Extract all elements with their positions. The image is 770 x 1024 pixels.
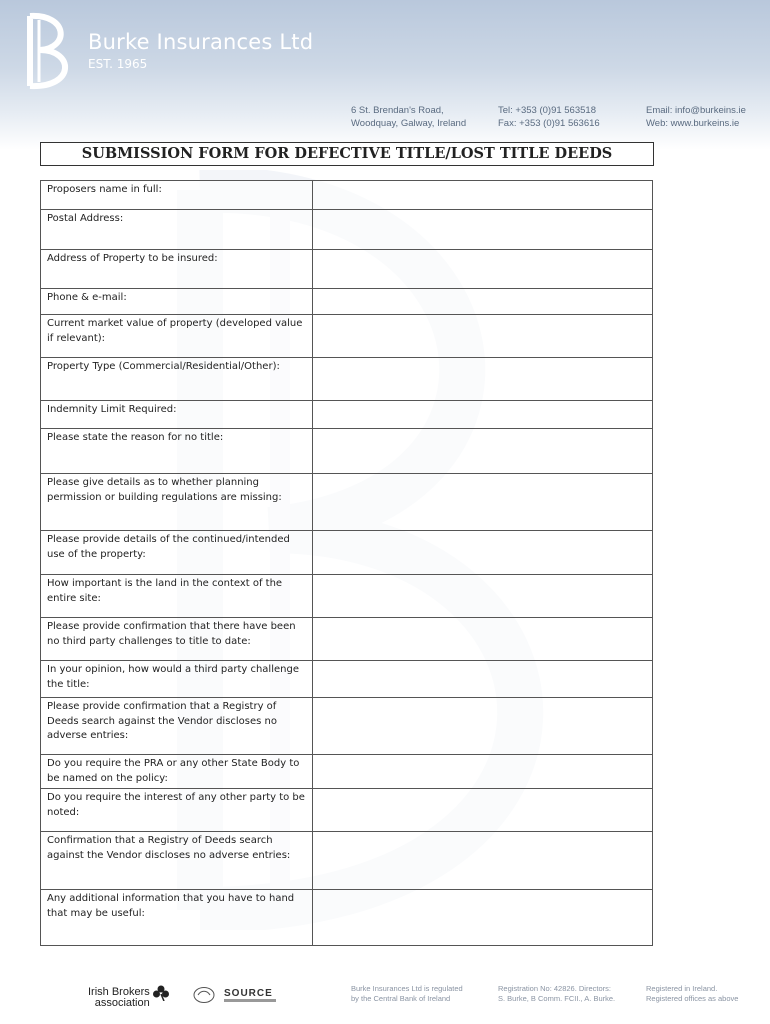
- regulated-line-2: by the Central Bank of Ireland: [351, 994, 451, 1003]
- irish-brokers-line-2: association: [94, 997, 150, 1009]
- irish-brokers-logo: [88, 987, 150, 1009]
- telephone: Tel: +353 (0)91 563518: [498, 105, 596, 116]
- registered-line-1: Registered in Ireland.: [646, 984, 718, 993]
- registration-line-2: S. Burke, B Comm. FCII., A. Burke.: [498, 994, 616, 1003]
- field-label: Phone & e-mail:: [41, 289, 313, 315]
- field-label: How important is the land in the context of the entire site:: [41, 575, 313, 618]
- table-row: [41, 181, 653, 210]
- source-tagline-bar: [224, 999, 276, 1002]
- submission-form-table: [40, 180, 653, 946]
- field-input[interactable]: [313, 315, 653, 358]
- table-row: [41, 755, 653, 789]
- footer-registration: [498, 984, 615, 1004]
- field-input[interactable]: [313, 890, 653, 946]
- field-label: Please provide confirmation that there have been no third party challenges to title to date:: [41, 618, 313, 661]
- regulated-line-1: Burke Insurances Ltd is regulated: [351, 984, 463, 993]
- shamrock-icon: [152, 985, 170, 1001]
- field-input[interactable]: [313, 401, 653, 429]
- footer-registered-office: [646, 984, 738, 1004]
- field-input[interactable]: [313, 250, 653, 289]
- table-row: [41, 358, 653, 401]
- table-row: [41, 210, 653, 250]
- contact-web: [646, 104, 746, 130]
- contact-phone: [498, 104, 600, 130]
- table-row: [41, 832, 653, 890]
- field-input[interactable]: [313, 661, 653, 698]
- field-input[interactable]: [313, 698, 653, 755]
- website: Web: www.burkeins.ie: [646, 118, 740, 129]
- table-row: [41, 618, 653, 661]
- field-input[interactable]: [313, 181, 653, 210]
- field-input[interactable]: [313, 429, 653, 474]
- table-row: [41, 661, 653, 698]
- contact-address: [351, 104, 466, 130]
- field-input[interactable]: [313, 358, 653, 401]
- field-label: Any additional information that you have to hand that may be useful:: [41, 890, 313, 946]
- table-row: [41, 250, 653, 289]
- registration-line-1: Registration No: 42826. Directors:: [498, 984, 611, 993]
- table-row: [41, 429, 653, 474]
- field-label: In your opinion, how would a third party challenge the title:: [41, 661, 313, 698]
- table-row: [41, 698, 653, 755]
- field-input[interactable]: [313, 210, 653, 250]
- footer-regulation: [351, 984, 463, 1004]
- table-row: [41, 289, 653, 315]
- registered-line-2: Registered offices as above: [646, 994, 739, 1003]
- table-row: [41, 575, 653, 618]
- fax: Fax: +353 (0)91 563616: [498, 118, 600, 129]
- field-input[interactable]: [313, 618, 653, 661]
- field-label: Please provide confirmation that a Registry of Deeds search against the Vendor discloses no adverse entries:: [41, 698, 313, 755]
- field-input[interactable]: [313, 289, 653, 315]
- table-row: [41, 789, 653, 832]
- table-row: [41, 315, 653, 358]
- field-label: Indemnity Limit Required:: [41, 401, 313, 429]
- field-label: Current market value of property (developed value if relevant):: [41, 315, 313, 358]
- burke-logo-icon: [24, 12, 76, 90]
- form-title: SUBMISSION FORM FOR DEFECTIVE TITLE/LOST TITLE DEEDS: [40, 142, 654, 166]
- field-label: Postal Address:: [41, 210, 313, 250]
- field-input[interactable]: [313, 832, 653, 890]
- field-label: Address of Property to be insured:: [41, 250, 313, 289]
- source-logo-icon: [193, 986, 215, 1004]
- field-label: Proposers name in full:: [41, 181, 313, 210]
- address-line-2: Woodquay, Galway, Ireland: [351, 118, 467, 129]
- field-label: Please state the reason for no title:: [41, 429, 313, 474]
- table-row: [41, 531, 653, 575]
- field-label: Do you require the PRA or any other State Body to be named on the policy:: [41, 755, 313, 789]
- field-input[interactable]: [313, 789, 653, 832]
- field-input[interactable]: [313, 575, 653, 618]
- field-input[interactable]: [313, 474, 653, 531]
- field-input[interactable]: [313, 531, 653, 575]
- company-established: EST. 1965: [88, 57, 148, 71]
- address-line-1: 6 St. Brendan's Road,: [351, 105, 444, 116]
- field-input[interactable]: [313, 755, 653, 789]
- table-row: [41, 890, 653, 946]
- field-label: Please give details as to whether planning permission or building regulations are missing:: [41, 474, 313, 531]
- source-logo-text: SOURCE: [224, 988, 273, 999]
- company-name: Burke Insurances Ltd: [88, 30, 314, 54]
- field-label: Do you require the interest of any other party to be noted:: [41, 789, 313, 832]
- field-label: Please provide details of the continued/intended use of the property:: [41, 531, 313, 575]
- irish-brokers-line-1: Irish Brokers: [88, 986, 150, 998]
- field-label: Confirmation that a Registry of Deeds search against the Vendor discloses no adverse entries:: [41, 832, 313, 890]
- table-row: [41, 401, 653, 429]
- field-label: Property Type (Commercial/Residential/Other):: [41, 358, 313, 401]
- table-row: [41, 474, 653, 531]
- email-address: Email: info@burkeins.ie: [646, 105, 746, 116]
